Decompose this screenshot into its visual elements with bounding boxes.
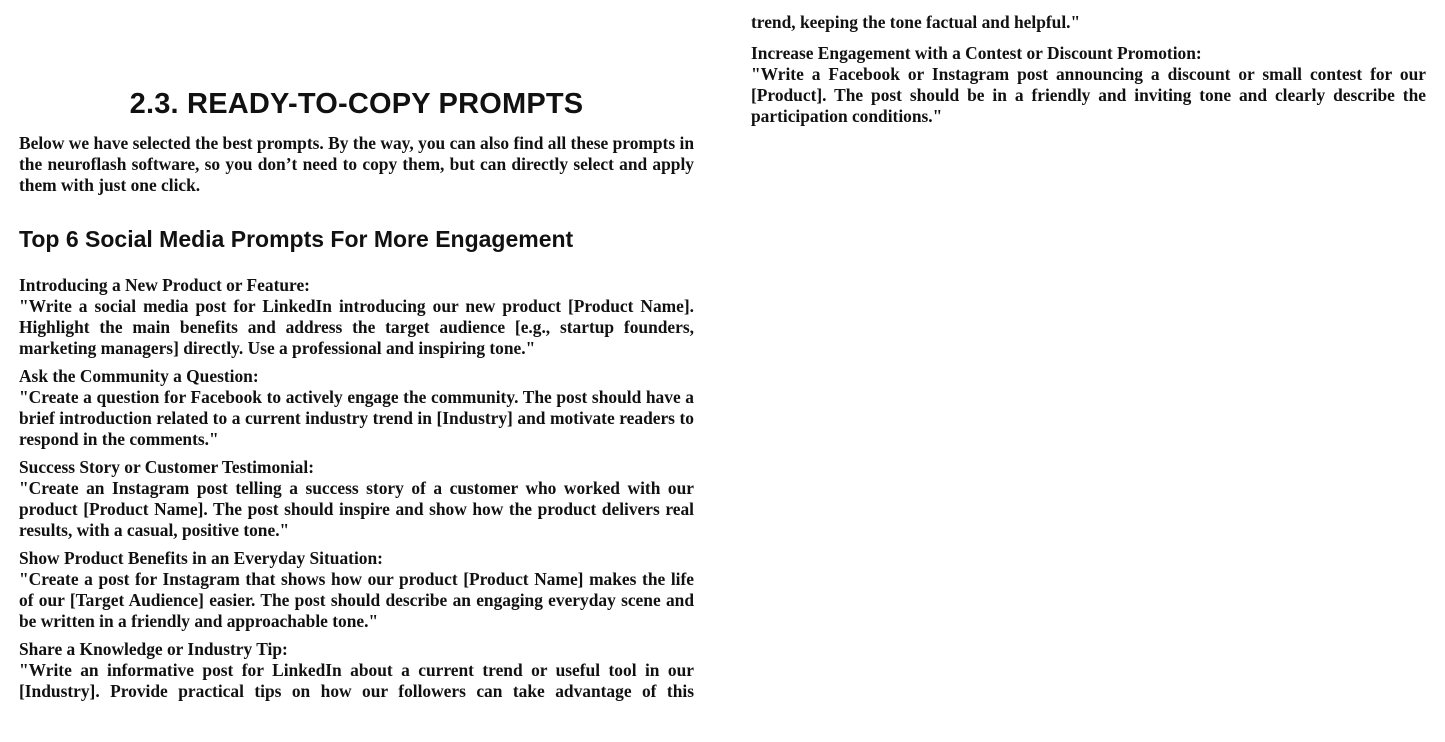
prompt-item xyxy=(751,43,1426,127)
prompt-text: "Create an Instagram post telling a success story of a customer who worked with our product [Product Name]. The post should inspire and show how the product delivers real results, with a casual, positive tone." xyxy=(19,478,694,540)
section-title: 2.3. READY-TO-COPY PROMPTS xyxy=(129,88,584,120)
prompt-title: Show Product Benefits in an Everyday Situation: xyxy=(19,548,383,568)
prompt-item xyxy=(19,639,694,702)
prompt-title: Introducing a New Product or Feature: xyxy=(19,275,310,295)
intro-paragraph: Below we have selected the best prompts. By the way, you can also find all these prompts in the neuroflash software, so you don’t need to copy them, but can directly select and apply them with just one click. xyxy=(19,133,694,195)
prompt-item xyxy=(19,275,694,359)
prompt-title: Increase Engagement with a Contest or Discount Promotion: xyxy=(751,43,1202,63)
prompt-text: "Create a post for Instagram that shows how our product [Product Name] makes the life of our [Target Audience] easier. The post should describe an engaging everyday scene and be written in a friendly and approachable tone." xyxy=(19,569,694,631)
prompt-text: "Write a Facebook or Instagram post announcing a discount or small contest for our [Product]. The post should be in a friendly and inviting tone and clearly describe the participation conditions." xyxy=(751,64,1426,126)
prompt-text: "Create a question for Facebook to actively engage the community. The post should have a brief introduction related to a current industry trend in [Industry] and motivate readers to respond in the comments." xyxy=(19,387,694,449)
prompt-text-continued: trend, keeping the tone factual and helpful." xyxy=(751,12,1081,32)
prompt-list xyxy=(19,275,694,709)
prompt-title: Share a Knowledge or Industry Tip: xyxy=(19,639,288,659)
subheading: Top 6 Social Media Prompts For More Engagement xyxy=(19,226,574,252)
prompt-text: "Write a social media post for LinkedIn introducing our new product [Product Name]. Highlight the main benefits and address the target audience [e.g., startup founders, marketing managers] directly. Use a professional and inspiring tone." xyxy=(19,296,694,358)
prompt-text: "Write an informative post for LinkedIn about a current trend or useful tool in our [Industry]. Provide practical tips on how our followers can take advantage of this xyxy=(19,660,694,701)
prompt-item xyxy=(19,548,694,632)
prompt-title: Ask the Community a Question: xyxy=(19,366,259,386)
prompt-title: Success Story or Customer Testimonial: xyxy=(19,457,314,477)
prompt-list-continued xyxy=(751,43,1426,134)
prompt-item xyxy=(19,366,694,450)
prompt-item xyxy=(19,457,694,541)
